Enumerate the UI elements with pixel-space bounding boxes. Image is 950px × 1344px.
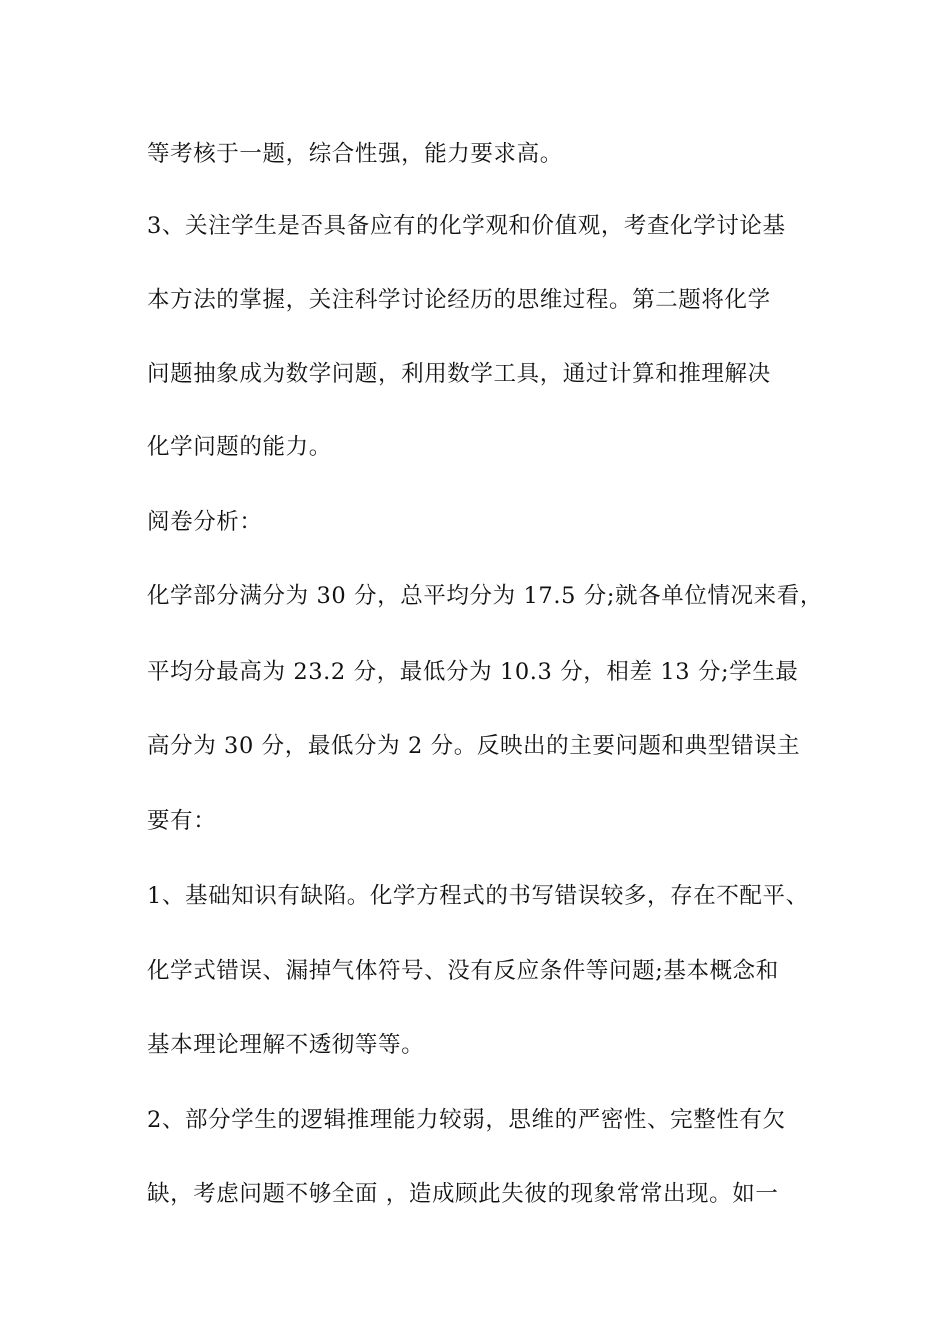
text-line-10: 要有：: [147, 808, 217, 834]
text-line-15: 缺，考虑问题不够全面 ，造成顾此失彼的现象常常出现。如一: [147, 1181, 779, 1207]
text-line-3: 本方法的掌握，关注科学讨论经历的思维过程。第二题将化学: [147, 287, 771, 313]
text-line-4: 问题抽象成为数学问题，利用数学工具，通过计算和推理解决: [147, 361, 771, 387]
text-line-14: 2、部分学生的逻辑推理能力较弱，思维的严密性、完整性有欠: [147, 1107, 786, 1133]
text-line-11: 1、基础知识有缺陷。化学方程式的书写错误较多，存在不配平、: [147, 883, 809, 909]
text-line-8: 平均分最高为 23.2 分，最低分为 10.3 分，相差 13 分;学生最: [147, 659, 799, 685]
section-heading: 阅卷分析：: [147, 509, 263, 535]
text-line-5: 化学问题的能力。: [147, 434, 332, 460]
text-line-9: 高分为 30 分，最低分为 2 分。反映出的主要问题和典型错误主: [147, 733, 801, 759]
text-line-13: 基本理论理解不透彻等等。: [147, 1032, 425, 1058]
text-line-1: 等考核于一题，综合性强，能力要求高。: [147, 141, 563, 167]
text-line-7: 化学部分满分为 30 分，总平均分为 17.5 分;就各单位情况来看，: [147, 583, 823, 609]
text-line-2: 3、关注学生是否具备应有的化学观和价值观，考查化学讨论基: [147, 213, 786, 239]
text-line-12: 化学式错误、漏掉气体符号、没有反应条件等问题;基本概念和: [147, 958, 779, 984]
